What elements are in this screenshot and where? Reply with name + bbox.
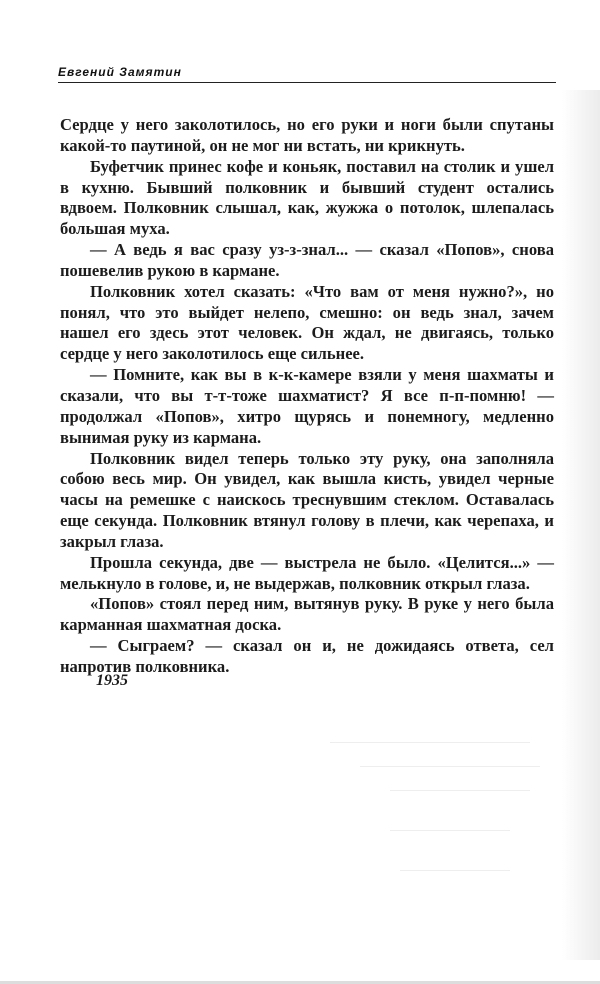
body-text xyxy=(60,115,554,678)
running-header xyxy=(58,60,556,83)
bleed-through-line xyxy=(390,790,530,791)
bleed-through-line xyxy=(390,830,510,831)
paragraph: — Сыграем? — сказал он и, не дожидаясь ответа, сел напротив полковника. xyxy=(60,636,554,676)
paragraph: «Попов» стоял перед ним, вытянув руку. В руке у него была карманная шахматная доска. xyxy=(60,594,554,635)
paragraph: — Помните, как вы в к-к-камере взяли у меня шахматы и сказали, что вы т-т-тоже шахматист? Я все п-п-помню! — продолжал «Попов», хитро щурясь и понемногу, медленно вынимая руку из кармана. xyxy=(60,365,554,447)
paragraph: Сердце у него заколотилось, но его руки и ноги были спутаны какой-то паутиной, он не мог ни встать, ни крикнуть. xyxy=(60,115,554,155)
bleed-through-line xyxy=(400,870,510,871)
bleed-through-line xyxy=(360,766,540,767)
paragraph: Прошла секунда, две — выстрела не было. «Целится...» — мелькнуло в голове, и, не выдержав, полковник открыл глаза. xyxy=(60,552,554,593)
bleed-through-line xyxy=(330,742,530,743)
paragraph: Полковник видел теперь только эту руку, она заполняла собою весь мир. Он увидел, как вышла кисть, увидел черные часы на ремешке с наискось треснувшим стеклом. Оставалась еще секунда. Полковник втянул голову в плечи, как черепаха, и закрыл глаза. xyxy=(60,448,554,551)
paragraph: Буфетчик принес кофе и коньяк, поставил на столик и ушел в кухню. Бывший полковник и бывший студент остались вдвоем. Полковник слышал, как, жужжа о потолок, шлепалась большая муха. xyxy=(60,156,554,239)
date-signature: 1935 xyxy=(96,672,128,689)
page-gutter-shadow xyxy=(562,90,600,960)
paragraph: Полковник хотел сказать: «Что вам от меня нужно?», но понял, что это выйдет нелепо, смешно: он ведь знал, зачем нашел его здесь этот человек. Он ждал, не двигаясь, только сердце у него заколотилось еще сильнее. xyxy=(60,281,554,364)
paragraph: — А ведь я вас сразу уз-з-знал... — сказал «Попов», снова пошевелив рукою в кармане. xyxy=(60,240,554,280)
running-header-title: Евгений Замятин xyxy=(58,65,182,79)
